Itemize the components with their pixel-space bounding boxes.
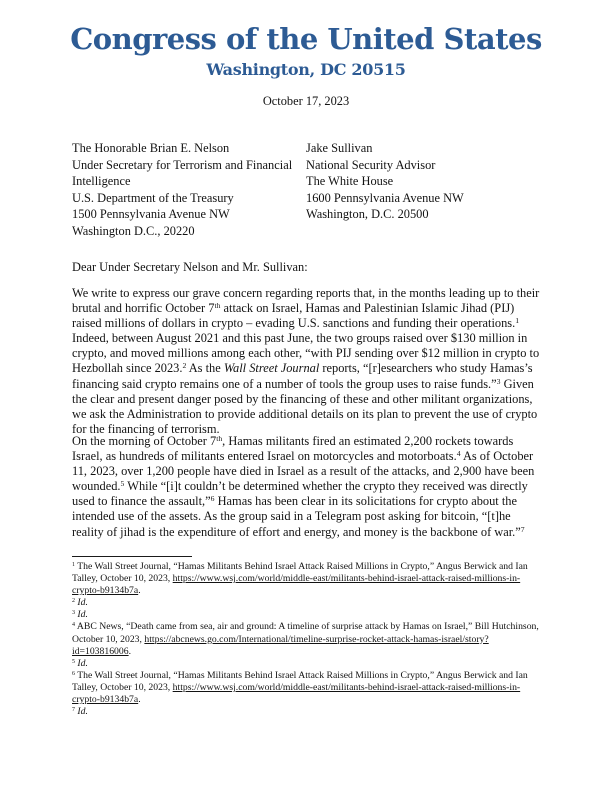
- footnote-ref: 6: [72, 670, 75, 677]
- text-segment: The Wall Street Journal, “Hamas Militants Behind Israel Attack Raised Millions in Crypto,” Angus Berwick and Ian Talley, October 10, 2023,: [72, 561, 528, 585]
- footnote-2: [72, 597, 546, 609]
- footnote-ref: 4: [72, 622, 75, 629]
- text-segment: .: [138, 585, 141, 597]
- text-segment: We write to express our grave concern regarding reports that, in the months leading up to their brutal and horrific October 7: [72, 286, 540, 316]
- footnote-ref: 3: [72, 610, 75, 617]
- text-segment: Id.: [75, 706, 88, 718]
- recipient-column-sullivan: [306, 140, 544, 240]
- text-segment: As the: [186, 361, 224, 376]
- recipient-line: Washington D.C., 20220: [72, 223, 195, 238]
- body-paragraph-2: [72, 434, 542, 540]
- footnote-ref: th: [216, 434, 223, 444]
- salutation: Dear Under Secretary Nelson and Mr. Sullivan:: [72, 260, 308, 274]
- footnote-4: [72, 621, 546, 657]
- body-paragraph-1: [72, 286, 542, 437]
- footnote-ref: 3: [496, 376, 501, 386]
- letterhead-title: Congress of the United States: [70, 22, 542, 56]
- footnote-5: [72, 658, 546, 670]
- footnote-ref: 6: [210, 494, 215, 504]
- footnote-ref: 1: [515, 316, 520, 326]
- text-segment: , Hamas militants fired an estimated 2,200 rockets towards Israel, as hundreds of militants entered Israel on motorcycles and motorboats.: [72, 434, 514, 464]
- recipient-line: U.S. Department of the Treasury: [72, 190, 234, 205]
- footnote-ref: 2: [72, 598, 75, 605]
- text-segment: Given the clear and present danger posed by the financing of these and other militant organizations, we ask the Administration to provide additional details on its plan to prevent the use of crypto for the financing of terrorism.: [72, 376, 538, 436]
- footnote-1: [72, 561, 546, 597]
- recipient-line: 1600 Pennsylvania Avenue NW: [306, 190, 464, 205]
- text-segment: Id.: [75, 657, 88, 669]
- footnote-ref: th: [214, 301, 221, 311]
- footnote-ref: 1: [72, 562, 75, 568]
- footnote-ref: 7: [520, 524, 525, 534]
- recipient-line: National Security Advisor: [306, 157, 436, 172]
- text-segment: Id.: [75, 597, 88, 609]
- footnote-ref: 5: [120, 479, 125, 489]
- recipient-line: The Honorable Brian E. Nelson: [72, 141, 230, 155]
- text-segment: Wall Street Journal: [223, 361, 320, 376]
- recipient-line: The White House: [306, 174, 394, 189]
- footnote-separator: [72, 556, 192, 557]
- text-segment: .: [128, 645, 132, 657]
- footnote-link[interactable]: https://abcnews.go.com/International/timeline-surprise-rocket-attack-hamas-israel/story?id=103816006: [72, 633, 489, 657]
- letter-date: October 17, 2023: [262, 94, 350, 108]
- footnote-ref: 5: [72, 658, 75, 665]
- footnote-link[interactable]: https://www.wsj.com/world/middle-east/militants-behind-israel-attack-raised-millions-in-crypto-b9134b7a: [72, 573, 521, 597]
- recipient-line: Under Secretary for Terrorism and Financial: [72, 157, 293, 172]
- text-segment: Indeed, between August 2021 and this past June, the two groups raised over $130 million in crypto, and moved millions among each other, “with PIJ sending over $12 million in crypto to Hezbollah since 2023.: [72, 331, 540, 376]
- text-segment: As of October 11, 2023, over 1,200 people have died in Israel as a result of the attacks, and 2,900 have been wounded.: [72, 449, 535, 494]
- recipient-line: Jake Sullivan: [306, 141, 373, 155]
- footnotes: [72, 561, 546, 718]
- text-segment: The Wall Street Journal, “Hamas Militants Behind Israel Attack Raised Millions in Crypto,” Angus Berwick and Ian Talley, October 10, 2023,: [72, 669, 528, 693]
- recipient-line: Washington, D.C. 20500: [306, 207, 429, 222]
- text-segment: reports, “[r]esearchers who study Hamas’s financing said crypto remains one of a number of tools the group uses to raise funds.”: [72, 361, 533, 391]
- recipient-line: 1500 Pennsylvania Avenue NW: [72, 207, 230, 222]
- recipient-column-nelson: [72, 140, 306, 240]
- text-segment: .: [138, 694, 141, 706]
- text-segment: Hamas has been clear in its solicitations for crypto about the intended use of the assets. As the group said in a Telegram post asking for bitcoin, “[t]he reality of jihad is the expenditure of effort and energy, and money is the backbone of war.”: [72, 494, 521, 539]
- text-segment: attack on Israel, Hamas and Palestinian Islamic Jihad (PIJ) raised millions of dollars in crypto – evading U.S. sanctions and funding their operations.: [72, 301, 516, 331]
- footnote-7: [72, 706, 546, 718]
- text-segment: ABC News, “Death came from sea, air and ground: A timeline of surprise attack by Hamas on Israel,” Bill Hutchinson, October 10, 2023,: [72, 621, 539, 645]
- footnote-3: [72, 609, 546, 621]
- recipient-block: [72, 140, 544, 240]
- footnote-ref: 7: [72, 707, 75, 714]
- recipient-line: Intelligence: [72, 174, 131, 189]
- footnote-link[interactable]: https://www.wsj.com/world/middle-east/militants-behind-israel-attack-raised-millions-in-crypto-b9134b7a: [72, 681, 521, 706]
- text-segment: While “[i]t couldn’t be determined whether the crypto they received was directly used to finance the assault,”: [72, 479, 528, 509]
- letterhead-subtitle: Washington, DC 20515: [206, 60, 406, 79]
- footnote-6: [72, 670, 546, 706]
- footnote-ref: 2: [182, 361, 187, 371]
- text-segment: On the morning of October 7: [72, 434, 217, 448]
- footnote-ref: 4: [456, 449, 461, 459]
- text-segment: Id.: [75, 609, 88, 621]
